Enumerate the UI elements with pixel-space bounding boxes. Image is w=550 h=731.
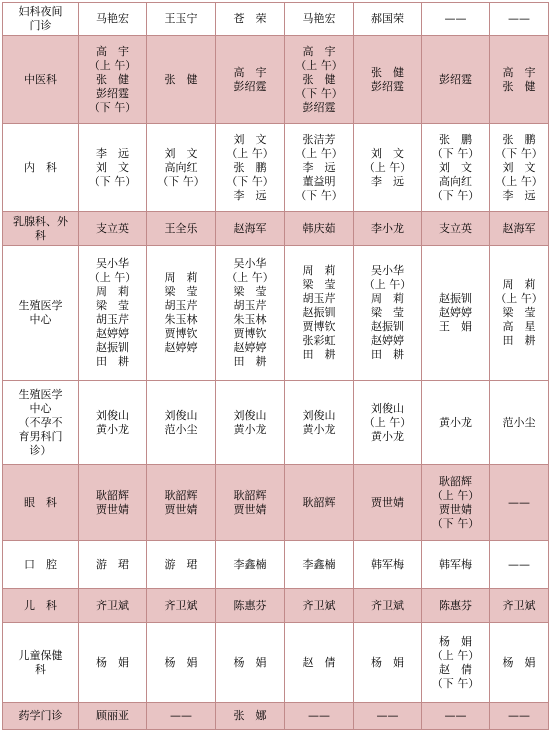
doctor-cell: 周 莉 梁 莹 胡玉芹 赵振钏 贾博钦 张彩虹 田 耕 bbox=[285, 246, 354, 381]
doctor-cell: 刘俊山 黄小龙 bbox=[79, 381, 147, 465]
doctor-cell: 黄小龙 bbox=[422, 381, 490, 465]
doctor-cell: 陈惠芬 bbox=[216, 589, 285, 623]
doctor-cell: 吴小华 （上 午） 周 莉 梁 莹 胡玉芹 赵婷婷 赵振钏 田 耕 bbox=[79, 246, 147, 381]
doctor-cell: 张 娜 bbox=[216, 703, 285, 730]
table-row bbox=[3, 3, 549, 36]
doctor-cell: 刘 文 （上 午） 李 远 bbox=[354, 124, 422, 212]
doctor-cell: 耿韶辉 （上 午） 贾世婧 （下 午） bbox=[422, 465, 490, 541]
doctor-cell: 杨 娟 bbox=[79, 623, 147, 703]
doctor-cell: —— bbox=[285, 703, 354, 730]
doctor-cell: 杨 娟 bbox=[147, 623, 216, 703]
doctor-cell: 齐卫斌 bbox=[79, 589, 147, 623]
department-cell: 药学门诊 bbox=[3, 703, 79, 730]
department-cell: 中医科 bbox=[3, 36, 79, 124]
doctor-cell: 李鑫楠 bbox=[285, 541, 354, 589]
doctor-cell: 马艳宏 bbox=[285, 3, 354, 36]
department-cell: 眼 科 bbox=[3, 465, 79, 541]
doctor-cell: 张洁芳 （上 午） 李 远 董益明 （下 午） bbox=[285, 124, 354, 212]
doctor-cell: 韩军梅 bbox=[422, 541, 490, 589]
doctor-cell: 马艳宏 bbox=[79, 3, 147, 36]
doctor-cell: 支立英 bbox=[422, 212, 490, 246]
department-cell: 儿童保健 科 bbox=[3, 623, 79, 703]
table-row bbox=[3, 589, 549, 623]
department-cell: 内 科 bbox=[3, 124, 79, 212]
table-row bbox=[3, 124, 549, 212]
doctor-cell: 耿韶辉 贾世婧 bbox=[216, 465, 285, 541]
doctor-cell: 周 莉 （上 午） 梁 莹 高 星 田 耕 bbox=[490, 246, 549, 381]
doctor-cell: 杨 娟 （上 午） 赵 倩 （下 午） bbox=[422, 623, 490, 703]
doctor-cell: —— bbox=[147, 703, 216, 730]
doctor-cell: 李小龙 bbox=[354, 212, 422, 246]
doctor-cell: 耿韶辉 bbox=[285, 465, 354, 541]
doctor-cell: 韩军梅 bbox=[354, 541, 422, 589]
doctor-cell: —— bbox=[490, 3, 549, 36]
doctor-cell: 游 珺 bbox=[147, 541, 216, 589]
doctor-cell: —— bbox=[422, 3, 490, 36]
doctor-cell: 刘 文 （上 午） 张 鹏 （下 午） 李 远 bbox=[216, 124, 285, 212]
doctor-cell: 苍 荣 bbox=[216, 3, 285, 36]
doctor-cell: 韩庆茹 bbox=[285, 212, 354, 246]
department-cell: 生殖医学 中心 bbox=[3, 246, 79, 381]
doctor-cell: —— bbox=[490, 465, 549, 541]
doctor-cell: 李 远 刘 文 （下 午） bbox=[79, 124, 147, 212]
doctor-cell: 赵 倩 bbox=[285, 623, 354, 703]
doctor-cell: 齐卫斌 bbox=[354, 589, 422, 623]
doctor-cell: 范小尘 bbox=[490, 381, 549, 465]
doctor-cell: 吴小华 （上 午） 周 莉 梁 莹 赵振钏 赵婷婷 田 耕 bbox=[354, 246, 422, 381]
table-row bbox=[3, 36, 549, 124]
doctor-cell: 王全乐 bbox=[147, 212, 216, 246]
table-row bbox=[3, 246, 549, 381]
doctor-cell: 杨 娟 bbox=[354, 623, 422, 703]
doctor-cell: 赵海军 bbox=[216, 212, 285, 246]
doctor-cell: 齐卫斌 bbox=[147, 589, 216, 623]
department-cell: 口 腔 bbox=[3, 541, 79, 589]
doctor-cell: 刘俊山 范小尘 bbox=[147, 381, 216, 465]
doctor-cell: 赵海军 bbox=[490, 212, 549, 246]
department-cell: 儿 科 bbox=[3, 589, 79, 623]
department-cell: 乳腺科、外 科 bbox=[3, 212, 79, 246]
doctor-cell: 周 莉 梁 莹 胡玉芹 朱玉林 贾博钦 赵婷婷 bbox=[147, 246, 216, 381]
doctor-cell: —— bbox=[354, 703, 422, 730]
doctor-cell: 杨 娟 bbox=[216, 623, 285, 703]
doctor-cell: 王玉宁 bbox=[147, 3, 216, 36]
doctor-cell: 刘俊山 （上 午） 黄小龙 bbox=[354, 381, 422, 465]
doctor-cell: 刘俊山 黄小龙 bbox=[285, 381, 354, 465]
doctor-cell: 齐卫斌 bbox=[490, 589, 549, 623]
doctor-cell: 耿韶辉 贾世婧 bbox=[79, 465, 147, 541]
doctor-cell: 高 宇 彭绍霆 bbox=[216, 36, 285, 124]
table-row bbox=[3, 703, 549, 730]
doctor-cell: —— bbox=[422, 703, 490, 730]
doctor-cell: 刘 文 高向红 （下 午） bbox=[147, 124, 216, 212]
doctor-cell: 彭绍霆 bbox=[422, 36, 490, 124]
doctor-cell: 刘俊山 黄小龙 bbox=[216, 381, 285, 465]
doctor-cell: 郝国荣 bbox=[354, 3, 422, 36]
doctor-cell: 张 健 bbox=[147, 36, 216, 124]
department-cell: 生殖医学 中心 （不孕不 育男科门 诊） bbox=[3, 381, 79, 465]
doctor-cell: 张 鹏 （下 午） 刘 文 高向红 （下 午） bbox=[422, 124, 490, 212]
table-row bbox=[3, 381, 549, 465]
doctor-cell: 顾丽亚 bbox=[79, 703, 147, 730]
doctor-cell: 高 宇 （上 午） 张 健 彭绍霆 （下 午） bbox=[79, 36, 147, 124]
doctor-cell: 张 鹏 （下 午） 刘 文 （上 午） 李 远 bbox=[490, 124, 549, 212]
doctor-cell: 赵振钏 赵婷婷 王 娟 bbox=[422, 246, 490, 381]
doctor-cell: 贾世婧 bbox=[354, 465, 422, 541]
doctor-cell: 杨 娟 bbox=[490, 623, 549, 703]
doctor-cell: —— bbox=[490, 703, 549, 730]
table-row bbox=[3, 465, 549, 541]
doctor-cell: 张 健 彭绍霆 bbox=[354, 36, 422, 124]
doctor-cell: 高 宇 张 健 bbox=[490, 36, 549, 124]
doctor-cell: 支立英 bbox=[79, 212, 147, 246]
table-row bbox=[3, 212, 549, 246]
doctor-cell: 齐卫斌 bbox=[285, 589, 354, 623]
doctor-cell: 耿韶辉 贾世婧 bbox=[147, 465, 216, 541]
table-row bbox=[3, 623, 549, 703]
department-cell: 妇科夜间 门诊 bbox=[3, 3, 79, 36]
doctor-cell: —— bbox=[490, 541, 549, 589]
table-row bbox=[3, 541, 549, 589]
clinic-schedule-table bbox=[2, 2, 549, 730]
doctor-cell: 陈惠芬 bbox=[422, 589, 490, 623]
doctor-cell: 游 珺 bbox=[79, 541, 147, 589]
doctor-cell: 李鑫楠 bbox=[216, 541, 285, 589]
doctor-cell: 吴小华 （上 午） 梁 莹 胡玉芹 朱玉林 贾博钦 赵婷婷 田 耕 bbox=[216, 246, 285, 381]
doctor-cell: 高 宇 （上 午） 张 健 （下 午） 彭绍霆 bbox=[285, 36, 354, 124]
